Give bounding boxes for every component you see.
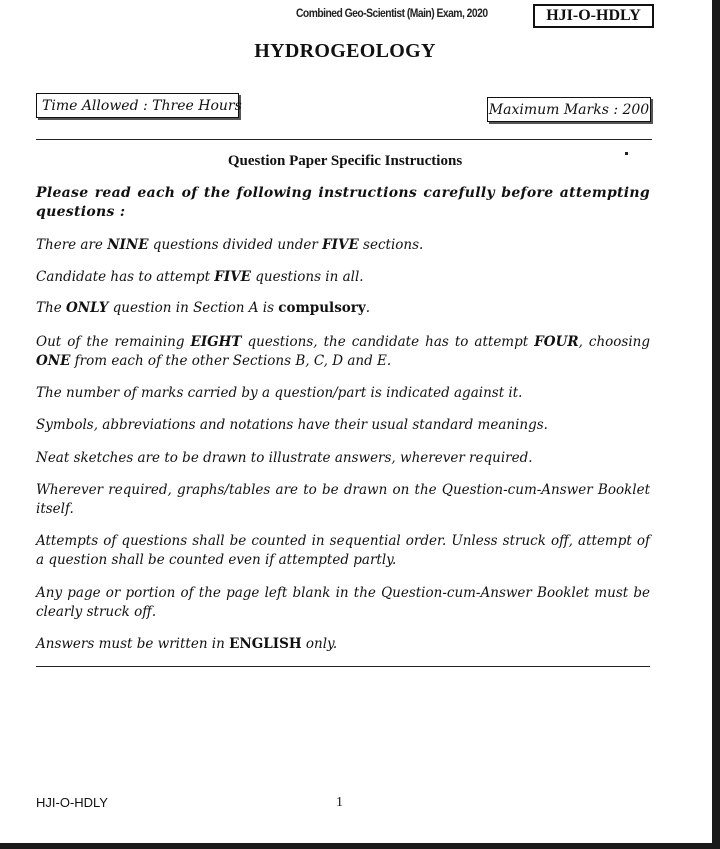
maximum-marks-box: Maximum Marks : 200	[487, 97, 651, 122]
time-allowed-box: Time Allowed : Three Hours	[36, 93, 239, 118]
top-divider	[36, 139, 652, 140]
instruction-1: There are NINE questions divided under FIVE sections.	[36, 237, 424, 253]
paper-title: HYDROGEOLOGY	[254, 40, 436, 62]
instruction-5: The number of marks carried by a question/part is indicated against it.	[36, 385, 523, 401]
instruction-2: Candidate has to attempt FIVE questions in all.	[36, 269, 364, 285]
footer-paper-code: HJI-O-HDLY	[36, 795, 108, 810]
instructions-heading: Question Paper Specific Instructions	[227, 153, 463, 169]
instruction-9: Attempts of questions shall be counted in sequential order. Unless struck off, attempt of a question shall be counted even if attempted partly.	[36, 533, 650, 568]
instruction-4: Out of the remaining EIGHT questions, the candidate has to attempt FOUR, choosing ONE from each of the other Sections B, C, D and E.	[36, 334, 650, 369]
bottom-divider	[36, 666, 650, 667]
instruction-7: Neat sketches are to be drawn to illustrate answers, wherever required.	[36, 450, 533, 466]
paper-code-box: HJI-O-HDLY	[533, 4, 654, 28]
instructions-lead: Please read each of the following instructions carefully before attempting questions :	[36, 185, 650, 220]
instruction-6: Symbols, abbreviations and notations have their usual standard meanings.	[36, 417, 548, 433]
instruction-11: Answers must be written in ENGLISH only.	[36, 636, 338, 652]
instruction-8: Wherever required, graphs/tables are to be drawn on the Question-cum-Answer Booklet itself.	[36, 482, 650, 517]
scan-edge-right	[712, 0, 720, 849]
instruction-3: The ONLY question in Section A is compulsory.	[36, 300, 371, 316]
instruction-10: Any page or portion of the page left blank in the Question-cum-Answer Booklet must be clearly struck off.	[36, 585, 650, 620]
scan-edge-bottom	[0, 843, 720, 849]
exam-name-header: Combined Geo-Scientist (Main) Exam, 2020	[296, 6, 488, 20]
page-number: 1	[336, 795, 343, 810]
